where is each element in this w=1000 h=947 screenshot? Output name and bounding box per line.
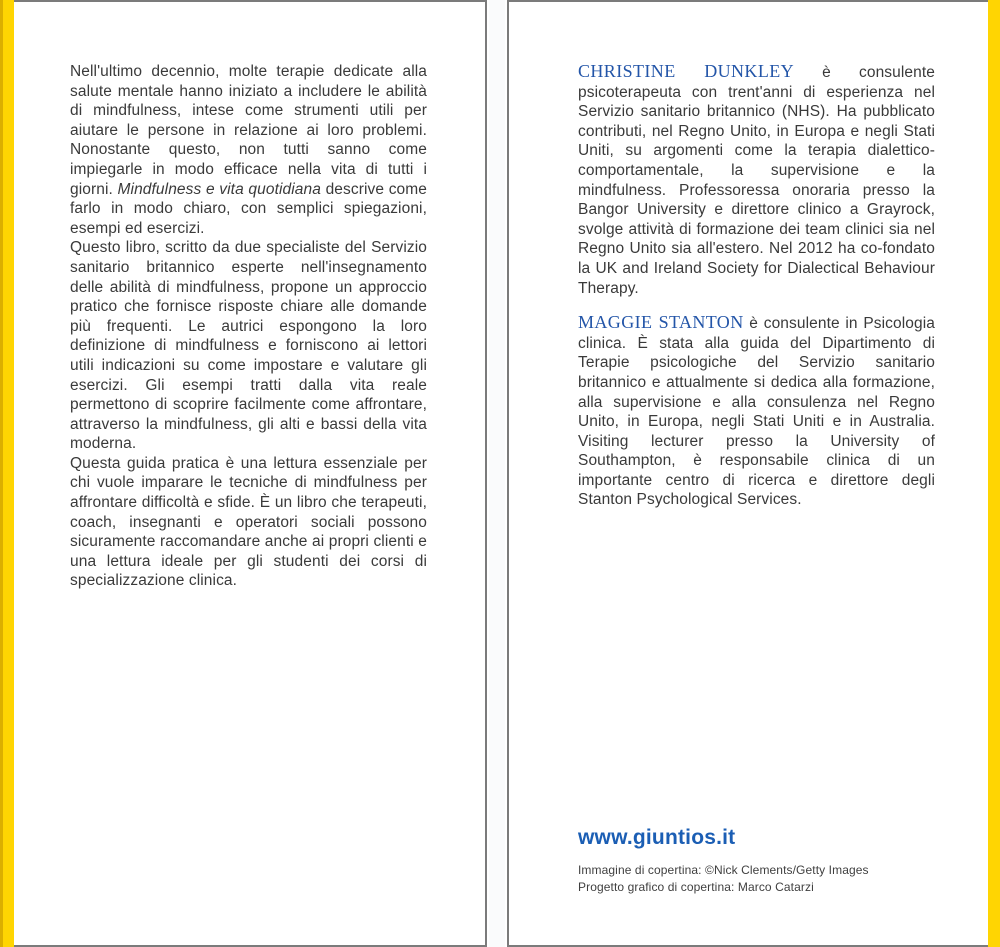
synopsis-paragraph-1	[70, 62, 427, 238]
left-flap-page	[0, 0, 487, 947]
yellow-stripe-right	[988, 0, 1000, 947]
cover-credits	[578, 862, 869, 895]
author-bio-1-text: è consulente psicoterapeuta con trent'anni di esperienza nel Servizio sanitario britannico (NHS). Ha pubblicato contributi, nel Regno Unito, in Europa e negli Stati Uniti, su argomenti come la terapia dialettico-comportamentale, la supervisione e la mindfulness. Professoressa onoraria presso la Bangor University e direttore clinico a Grayrock, svolge attività di formazione dei team clinici sia nel Regno Unito sia all'estero. Nel 2012 ha co-fondato la UK and Ireland Society for Dialectical Behaviour Therapy.	[578, 64, 935, 297]
right-flap-text	[578, 62, 935, 510]
synopsis-p1-after: descrive come farlo in modo chiaro, con semplici spiegazioni, esempi ed esercizi.	[70, 180, 427, 237]
author-name-maggie-stanton: MAGGIE STANTON	[578, 312, 744, 333]
synopsis-paragraph-3: Questa guida pratica è una lettura essenziale per chi vuole imparare le tecniche di mindfulness per affrontare difficoltà e sfide. È un libro che terapeuti, coach, insegnanti e operatori sociali possono sicuramente raccomandare anche ai propri clienti e una lettura ideale per gli studenti dei corsi di specializzazione clinica.	[70, 454, 427, 590]
author-name-christine-dunkley: CHRISTINE DUNKLEY	[578, 61, 795, 81]
publisher-website: www.giuntios.it	[578, 826, 736, 849]
right-flap-page	[507, 0, 1000, 947]
yellow-stripe-left	[0, 0, 14, 947]
left-flap-text	[70, 62, 427, 591]
book-title-italic: Mindfulness e vita quotidiana	[117, 180, 321, 198]
cover-image-credit: Immagine di copertina: ©Nick Clements/Getty Images	[578, 863, 869, 877]
synopsis-paragraph-2: Questo libro, scritto da due specialiste del Servizio sanitario britannico esperte nell'insegnamento delle abilità di mindfulness, propone un approccio pratico che fornisce risposte chiare alle domande più frequenti. Le autrici espongono la loro definizione di mindfulness e forniscono ai lettori utili indicazioni su come impostare e valutare gli esercizi. Gli esempi tratti dalla vita reale permettono di scoprire facilmente come affrontare, attraverso la mindfulness, gli alti e bassi della vita moderna.	[70, 239, 427, 453]
author-bio-2-text: è consulente in Psicologia clinica. È stata alla guida del Dipartimento di Terapie psicologiche del Servizio sanitario britannico e attualmente si dedica alla formazione, alla supervisione e alla consulenza nel Regno Unito, in Europa, negli Stati Uniti e in Australia. Visiting lecturer presso la University of Southampton, è responsabile clinica di un importante centro di ricerca e direttore degli Stanton Psychological Services.	[578, 315, 935, 509]
synopsis-p1-before: Nell'ultimo decennio, molte terapie dedicate alla salute mentale hanno iniziato a includere le abilità di mindfulness, intese come strumenti utili per aiutare le persone in relazione ai loro problemi. Nonostante questo, non tutti sanno come impiegarle in modo efficace nella vita di tutti i giorni.	[70, 63, 427, 198]
author-bio-1	[578, 62, 935, 298]
cover-design-credit: Progetto grafico di copertina: Marco Catarzi	[578, 879, 814, 894]
page-gap	[489, 0, 505, 947]
author-bio-2	[578, 313, 935, 510]
